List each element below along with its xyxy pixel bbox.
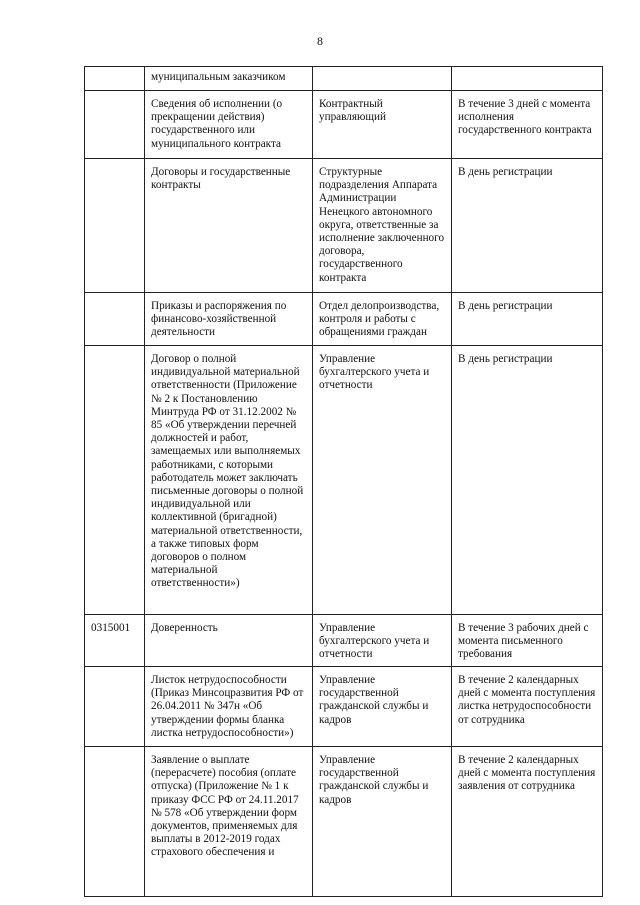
deadline-cell bbox=[452, 67, 603, 91]
responsible-cell bbox=[313, 67, 452, 91]
table-row bbox=[85, 91, 603, 159]
responsible-cell: Контрактный управляющий bbox=[313, 91, 452, 159]
deadline-cell: В течение 3 дней с момента исполнения государственного контракта bbox=[452, 91, 603, 159]
document-cell: Сведения об исполнении (о прекращении действия) государственного или муниципального контракта bbox=[145, 91, 313, 159]
responsible-cell: Управление бухгалтерского учета и отчетности bbox=[313, 346, 452, 615]
code-cell bbox=[85, 747, 145, 897]
page-number: 8 bbox=[317, 34, 323, 48]
document-cell: муниципальным заказчиком bbox=[145, 67, 313, 91]
code-cell bbox=[85, 293, 145, 346]
code-cell bbox=[85, 667, 145, 747]
document-cell: Заявление о выплате (перерасчете) пособия (оплате отпуска) (Приложение № 1 к приказу ФСС РФ от 24.11.2017 № 578 «Об утверждении форм документов, применяемых для выплаты в 2012-2019 годах страхового обеспечения и bbox=[145, 747, 313, 897]
responsible-cell: Отдел делопроизводства, контроля и работы с обращениями граждан bbox=[313, 293, 452, 346]
document-cell: Доверенность bbox=[145, 615, 313, 667]
deadline-cell: В течение 2 календарных дней с момента поступления заявления от сотрудника bbox=[452, 747, 603, 897]
code-cell bbox=[85, 346, 145, 615]
code-cell bbox=[85, 159, 145, 293]
responsible-cell: Управление государственной гражданской службы и кадров bbox=[313, 667, 452, 747]
deadline-cell: В течение 2 календарных дней с момента поступления листка нетрудоспособности от сотрудника bbox=[452, 667, 603, 747]
deadline-cell: В день регистрации bbox=[452, 159, 603, 293]
document-cell: Договор о полной индивидуальной материальной ответственности (Приложение № 2 к Постановлению Минтруда РФ от 31.12.2002 № 85 «Об утверждении перечней должностей и работ, замещаемых или выполняемых работниками, с которыми работодатель может заключать письменные договоры о полной индивидуальной или коллективной (бригадной) материальной ответственности, а также типовых форм договоров о полном материальной ответственности») bbox=[145, 346, 313, 615]
document-table bbox=[84, 66, 603, 897]
table-row bbox=[85, 667, 603, 747]
deadline-cell: В течение 3 рабочих дней с момента письменного требования bbox=[452, 615, 603, 667]
code-cell bbox=[85, 67, 145, 91]
document-cell: Листок нетрудоспособности (Приказ Минсоцразвития РФ от 26.04.2011 № 347н «Об утверждении формы бланка листка нетрудоспособности») bbox=[145, 667, 313, 747]
responsible-cell: Структурные подразделения Аппарата Администрации Ненецкого автономного округа, ответственные за исполнение заключенного договора, государственного контракта bbox=[313, 159, 452, 293]
table-row bbox=[85, 159, 603, 293]
table-row bbox=[85, 67, 603, 91]
responsible-cell: Управление бухгалтерского учета и отчетности bbox=[313, 615, 452, 667]
document-cell: Договоры и государственные контракты bbox=[145, 159, 313, 293]
code-cell bbox=[85, 91, 145, 159]
table-row bbox=[85, 747, 603, 897]
deadline-cell: В день регистрации bbox=[452, 293, 603, 346]
responsible-cell: Управление государственной гражданской службы и кадров bbox=[313, 747, 452, 897]
table-row bbox=[85, 293, 603, 346]
deadline-cell: В день регистрации bbox=[452, 346, 603, 615]
document-cell: Приказы и распоряжения по финансово-хозяйственной деятельности bbox=[145, 293, 313, 346]
table-row bbox=[85, 615, 603, 667]
code-cell: 0315001 bbox=[85, 615, 145, 667]
table-row bbox=[85, 346, 603, 615]
